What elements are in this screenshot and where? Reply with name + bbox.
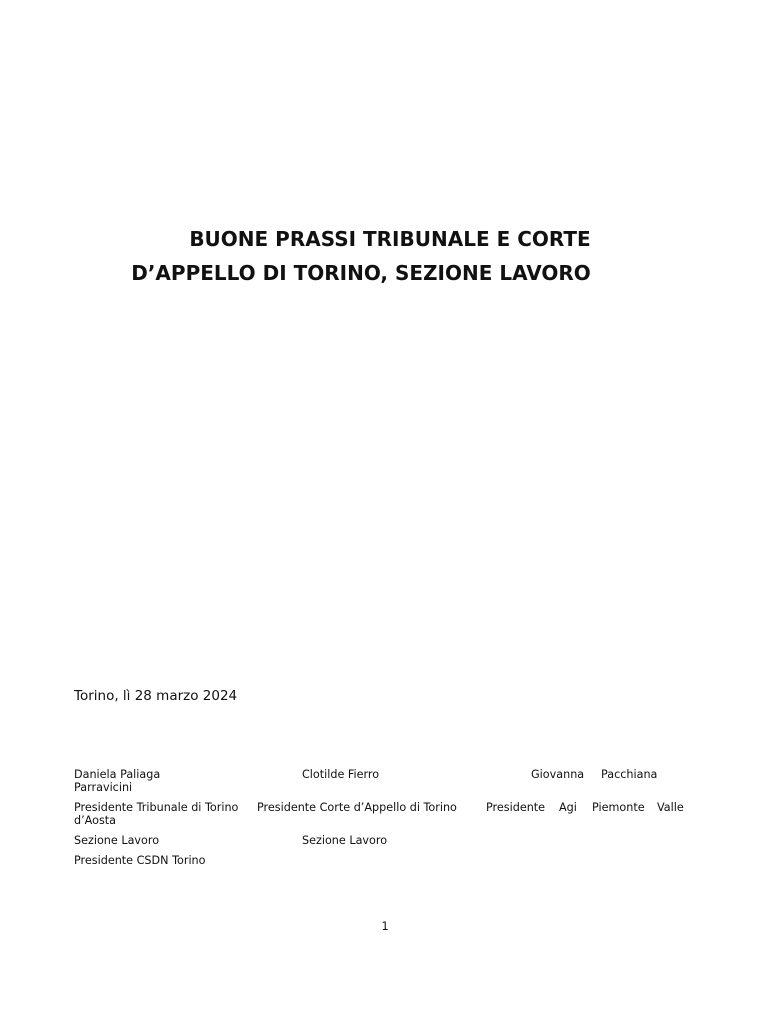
- title-line-1: BUONE PRASSI TRIBUNALE E CORTE: [189, 227, 591, 251]
- place-date: Torino, lì 28 marzo 2024: [74, 688, 238, 704]
- signatory-1-role: Presidente Tribunale di Torino: [74, 801, 239, 814]
- signatory-2-role: Presidente Corte d’Appello di Torino: [257, 801, 457, 814]
- document-title: [0, 222, 770, 290]
- title-line-2: D’APPELLO DI TORINO, SEZIONE LAVORO: [131, 261, 591, 285]
- signatory-3-role-word: Agi: [559, 801, 577, 814]
- signatory-1-section: Sezione Lavoro: [74, 834, 160, 847]
- signatory-3-first-name: Giovanna: [531, 768, 585, 781]
- signatory-1-name: Daniela Paliaga: [74, 768, 161, 781]
- signatory-3-role-word: Presidente: [486, 801, 546, 814]
- signatory-1-name-cont: Parravicini: [74, 781, 133, 794]
- signatory-3-role-word: Valle: [657, 801, 684, 814]
- signatory-2-name: Clotilde Fierro: [302, 768, 380, 781]
- signatory-1-extra-role: Presidente CSDN Torino: [74, 854, 206, 867]
- page-number: 1: [381, 920, 389, 933]
- signatory-3-last-name: Pacchiana: [601, 768, 658, 781]
- signatory-3-role-cont: d’Aosta: [74, 814, 117, 827]
- signatory-3-role-word: Piemonte: [592, 801, 645, 814]
- signatory-2-section: Sezione Lavoro: [302, 834, 388, 847]
